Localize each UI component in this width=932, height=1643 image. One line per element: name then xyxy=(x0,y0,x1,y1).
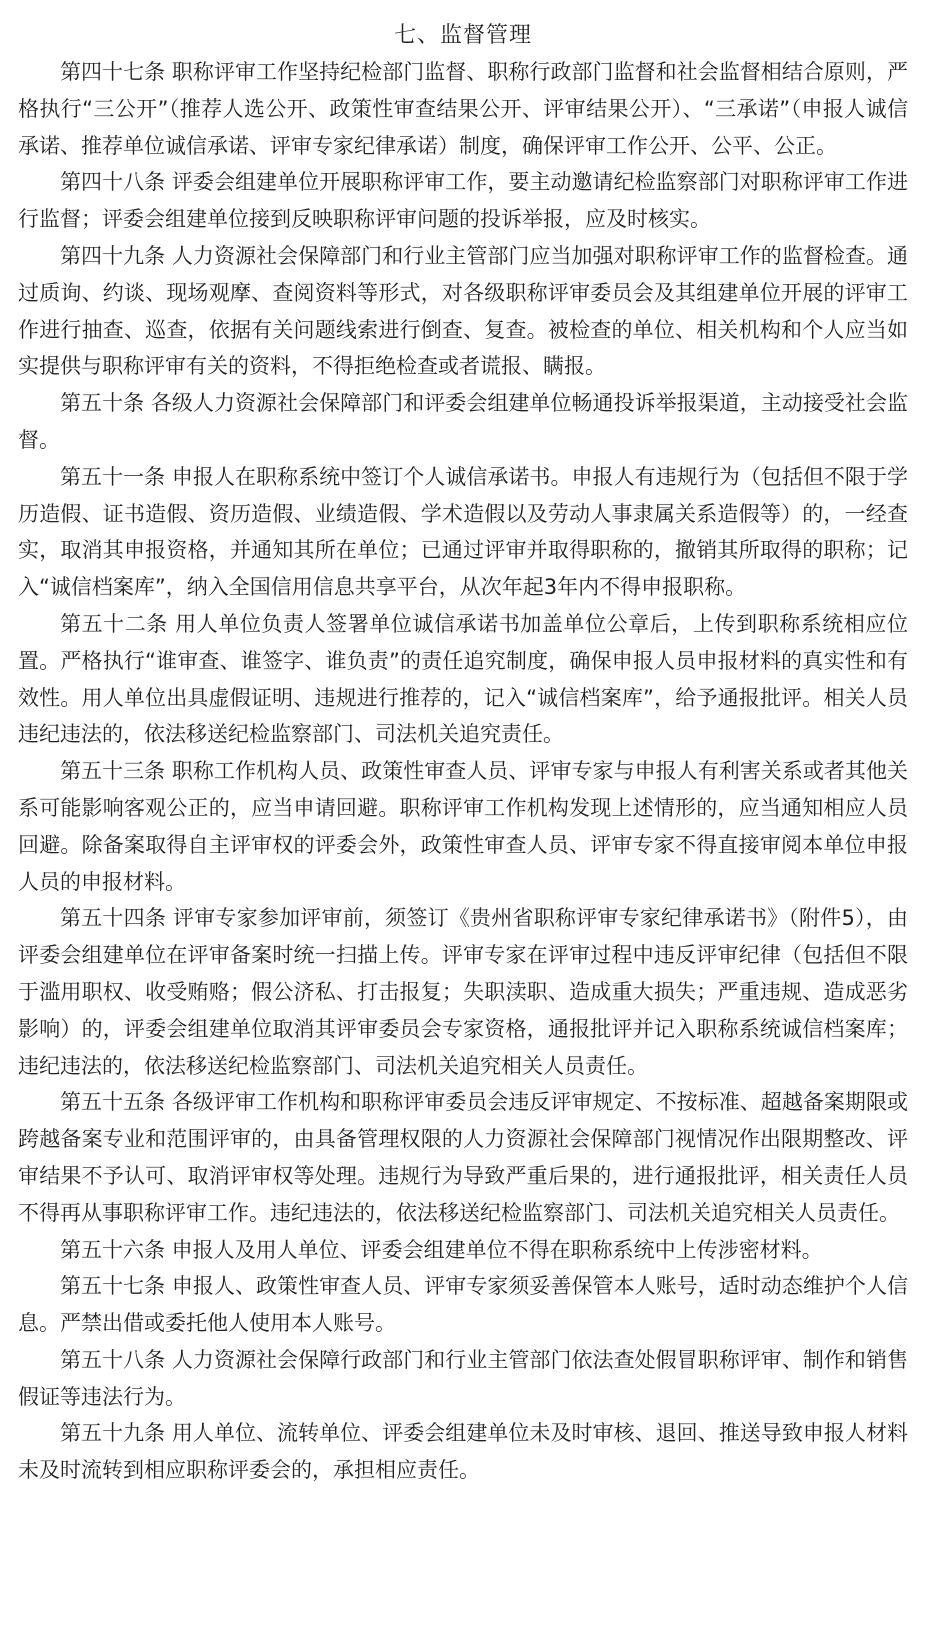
article-52: 第五十二条 用人单位负责人签署单位诚信承诺书加盖单位公章后，上传到职称系统相应位置。严格执行“谁审查、谁签字、谁负责”的责任追究制度，确保申报人员申报材料的真实性和有效性。用人单位出具虚假证明、违规进行推荐的，记入“诚信档案库”，给予通报批评。相关人员违纪违法的，依法移送纪检监察部门、司法机关追究责任。 xyxy=(18,611,908,747)
article-48: 第四十八条 评委会组建单位开展职称评审工作，要主动邀请纪检监察部门对职称评审工作进行监督；评委会组建单位接到反映职称评审问题的投诉举报，应及时核实。 xyxy=(18,170,908,232)
article-58: 第五十八条 人力资源社会保障行政部门和行业主管部门依法查处假冒职称评审、制作和销售假证等违法行为。 xyxy=(18,1347,908,1409)
article-47: 第四十七条 职称评审工作坚持纪检部门监督、职称行政部门监督和社会监督相结合原则，严格执行“三公开”（推荐人选公开、政策性审查结果公开、评审结果公开）、“三承诺”（申报人诚信承诺、推荐单位诚信承诺、评审专家纪律承诺）制度，确保评审工作公开、公平、公正。 xyxy=(18,60,908,158)
article-54: 第五十四条 评审专家参加评审前，须签订《贵州省职称评审专家纪律承诺书》（附件5），由评委会组建单位在评审备案时统一扫描上传。评审专家在评审过程中违反评审纪律（包括但不限于滥用职权、收受贿赂；假公济私、打击报复；失职渎职、造成重大损失；严重违规、造成恶劣影响）的，评委会组建单位取消其评审委员会专家资格，通报批评并记入职称系统诚信档案库；违纪违法的，依法移送纪检监察部门、司法机关追究相关人员责任。 xyxy=(18,906,908,1078)
article-51: 第五十一条 申报人在职称系统中签订个人诚信承诺书。申报人有违规行为（包括但不限于学历造假、证书造假、资历造假、业绩造假、学术造假以及劳动人事隶属关系造假等）的，一经查实，取消其申报资格，并通知其所在单位；已通过评审并取得职称的，撤销其所取得的职称；记入“诚信档案库”，纳入全国信用信息共享平台，从次年起3年内不得申报职称。 xyxy=(18,464,908,600)
article-49: 第四十九条 人力资源社会保障部门和行业主管部门应当加强对职称评审工作的监督检查。通过质询、约谈、现场观摩、查阅资料等形式，对各级职称评审委员会及其组建单位开展的评审工作进行抽查、巡查，依据有关问题线索进行倒查、复查。被检查的单位、相关机构和个人应当如实提供与职称评审有关的资料，不得拒绝检查或者谎报、瞒报。 xyxy=(18,243,908,379)
article-50: 第五十条 各级人力资源社会保障部门和评委会组建单位畅通投诉举报渠道，主动接受社会监督。 xyxy=(18,391,908,452)
article-53: 第五十三条 职称工作机构人员、政策性审查人员、评审专家与申报人有利害关系或者其他关系可能影响客观公正的，应当申请回避。职称评审工作机构发现上述情形的，应当通知相应人员回避。除备案取得自主评审权的评委会外，政策性审查人员、评审专家不得直接审阅本单位申报人员的申报材料。 xyxy=(18,759,908,894)
section-title: 七、监督管理 xyxy=(393,23,532,48)
article-56: 第五十六条 申报人及用人单位、评委会组建单位不得在职称系统中上传涉密材料。 xyxy=(60,1237,823,1262)
article-59: 第五十九条 用人单位、流转单位、评委会组建单位未及时审核、退回、推送导致申报人材料未及时流转到相应职称评委会的，承担相应责任。 xyxy=(18,1421,908,1483)
article-57: 第五十七条 申报人、政策性审查人员、评审专家须妥善保管本人账号，适时动态维护个人信息。严禁出借或委托他人使用本人账号。 xyxy=(18,1274,908,1336)
article-55: 第五十五条 各级评审工作机构和职称评审委员会违反评审规定、不按标准、超越备案期限或跨越备案专业和范围评审的，由具备管理权限的人力资源社会保障部门视情况作出限期整改、评审结果不予认可、取消评审权等处理。违规行为导致严重后果的，进行通报批评，相关责任人员不得再从事职称评审工作。违纪违法的，依法移送纪检监察部门、司法机关追究相关人员责任。 xyxy=(18,1090,908,1225)
